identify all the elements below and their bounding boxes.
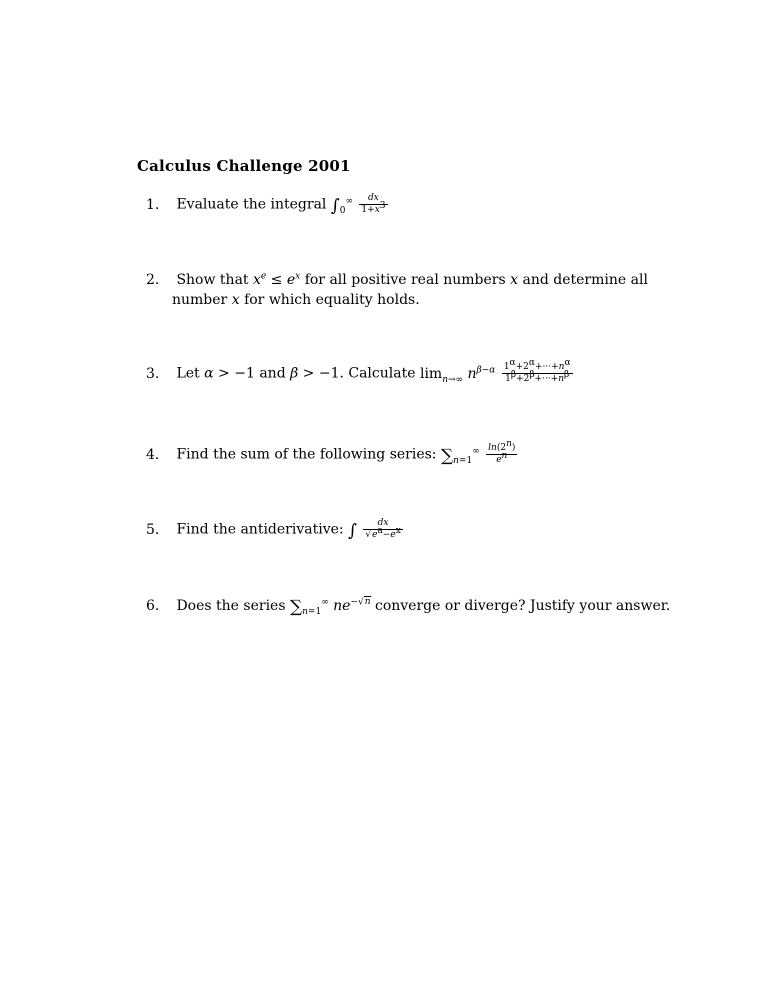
- problem-text-a: Show that: [176, 272, 249, 288]
- problem-text: Find the sum of the following series:: [176, 446, 437, 463]
- problem-number: 2.: [146, 272, 160, 288]
- problem-text: Find the antiderivative:: [176, 521, 344, 538]
- problem-text-a: Does the series: [176, 598, 286, 614]
- problem-text: Evaluate the integral: [176, 196, 327, 213]
- problem-number: 1.: [146, 196, 160, 213]
- problem-text-d: number: [172, 292, 228, 308]
- limit-expression: $\lim_{n\to\infty} n^{\beta-\alpha}$ $\frac{1^\alpha+2^\alpha+\cdot\cdot\cdot+n^\alpha}{1^\beta+2^\beta+\cdot\cdot\cdot+n^\beta}$: [419, 358, 571, 385]
- integral-expression: $\int_0^\infty$ $\frac{dx}{1+x^3}$: [330, 193, 386, 216]
- problem-2: 2. Show that $x^e \le e^x$ for all positive real numbers x and determine all number x for which equality holds.: [146, 271, 648, 308]
- problem-1: [146, 193, 390, 216]
- series-expression: $\sum_{n=1}^\infty$ $ne^{-√n}$: [289, 597, 371, 617]
- problem-5: [146, 518, 405, 541]
- problem-text-b: and: [259, 365, 286, 382]
- problem-number: 6.: [146, 598, 160, 614]
- page-title: Calculus Challenge 2001: [137, 157, 351, 175]
- problem-text-c: Calculate: [348, 365, 416, 382]
- problem-text-a: Let: [176, 365, 200, 382]
- problem-4: [146, 439, 519, 466]
- problem-number: 3.: [146, 365, 160, 382]
- problem-number: 5.: [146, 521, 160, 538]
- problem-text-c: and determine all: [522, 272, 648, 288]
- problem-number: 4.: [146, 446, 160, 463]
- inequality-expression: $x^e \le e^x$: [253, 271, 301, 288]
- series-expression: $\sum_{n=1}^\infty$ $\frac{\ln(2^n)}{e^n}$: [440, 439, 516, 466]
- problem-3: 3. Let α > −1 and β > −1. Calculate $\lim_{n\to\infty} n^{\beta-\alpha}$ $\frac{1^\alpha+2^\alpha+\cdot\cdot\cdot+n^\alpha}{1^\beta+2^\beta+\cdot\cdot\cdot+n^\beta}$: [146, 362, 575, 385]
- problem-text-b: converge or diverge? Justify your answer.: [374, 598, 671, 614]
- antiderivative-expression: ∫ $\frac{dx}{√e^a-e^x}$: [348, 518, 401, 541]
- problem-6: [146, 596, 670, 617]
- problem-text-b: for all positive real numbers: [304, 272, 506, 288]
- problem-text-e: for which equality holds.: [244, 292, 420, 308]
